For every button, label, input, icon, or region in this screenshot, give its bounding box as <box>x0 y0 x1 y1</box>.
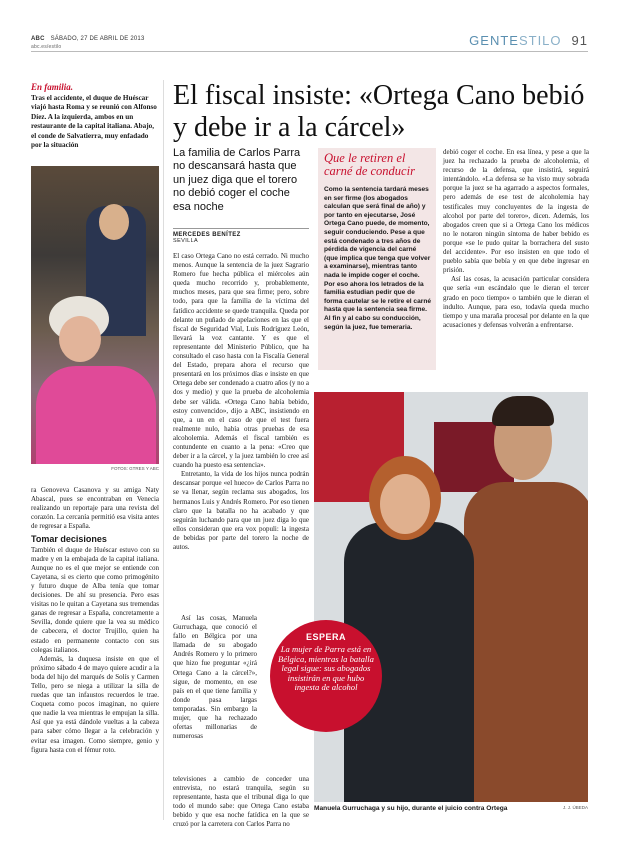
left-subhead: Tomar decisiones <box>31 534 107 545</box>
gurruchaga-photo <box>314 392 588 802</box>
section-label-b: STILO <box>518 33 562 48</box>
paper-name: ABC <box>31 36 45 42</box>
photo-figure-dress <box>36 366 156 464</box>
article-paragraph-2: Entretanto, la vida de los hijos nunca podrán descansar porque «el hueco» de Carlos Parra no se va llenar, según reclama sus abogados, los hermanos Luis y Andrés Romero. Por eso tienen claro que la batalla no ha acabado y que seguirán luchando para que un juez diga lo que ellos consideran que era vox populi: la ingesta de bebidas por parte del torero la noche de autos. <box>173 470 309 551</box>
issue-date: SÁBADO, 27 DE ABRIL DE 2013 <box>50 36 145 42</box>
article-column-1-bottom <box>173 775 309 830</box>
photo-figure-woman-face <box>380 474 430 534</box>
photo-credit-bottom: J. J. ÚBEDA <box>562 805 588 810</box>
left-paragraph-2: También el duque de Huéscar estuvo con su madre y en la embajada de la capital italiana. Aunque no es el que mejor se entiende con Cayetana, si es cierto que como primogénito y futuro duque de Alba tenía que tomar decisiones. De ahí su presencia. Pero esas visitas no le quitan a Cayetana sus tremendas ganas de regresar a España, concretamente a Sevilla, donde quiere que la vea su médico de cabecera, el doctor Trujillo, quien ha estado en permanente contacto con sus colegas italianos. <box>31 545 159 654</box>
left-paragraph-3: Además, la duquesa insiste en que el próximo sábado 4 de mayo quiere acudir a la boda del hijo del marqués de Solís y Carmen Tello, pero se niega a utilizar la silla de ruedas que tan infaustos recuerdos le trae. Coqueta como pocos imaginan, no quiere que nadie la vea mientras le empujan la silla. Así que ya está dándole vueltas a la cabeza para saber cómo llegar a la celebración y evitar esa imagen. Como siempre, genio y figura hasta con el fémur roto. <box>31 654 159 754</box>
page-header-left <box>31 36 145 50</box>
pull-quote-text: La mujer de Parra está en Bélgica, mientras la batalla legal sigue: sus abogados insistirán en que hubo ingesta de alcohol <box>278 644 374 693</box>
article-headline: El fiscal insiste: «Ortega Cano bebió y debe ir a la cárcel» <box>173 80 585 143</box>
caption-text: Tras el accidente, el duque de Huéscar viajó hasta Roma y se reunió con Alfonso Díez. A la izquierda, ambos en un restaurante de la capital italiana. Abajo, el conde de Salvatierra, muy enfadado por la situación <box>31 93 157 149</box>
byline-author: MERCEDES BENÍTEZ <box>173 232 241 238</box>
article-paragraph-6: Así las cosas, la acusación particular considera que sería «un escándalo que le dieran el tercer grado en poco tiempo» o también que le dieran el indulto. Aunque, para eso, todavía queda mucho tiempo y una maraña procesal por delante en la que acusaciones y defensas volverán a enfrentarse. <box>443 275 589 329</box>
sidebar-box-title: Que le retiren el carné de conducir <box>324 151 415 178</box>
photo-figure-son-hair <box>492 396 554 426</box>
byline-city: SEVILLA <box>173 238 199 244</box>
photo-figure-son <box>464 482 588 802</box>
pull-quote-bubble <box>270 620 382 732</box>
article-dek: La familia de Carlos Parra no descansará hasta que un juez diga que el torero no debió coger el coche esa noche <box>173 147 301 213</box>
photo-caption-bottom: Manuela Gurruchaga y su hijo, durante el juicio contra Ortega <box>314 805 508 812</box>
left-column-text <box>31 486 159 755</box>
article-paragraph-1: El caso Ortega Cano no está cerrado. Ni mucho menos. Aunque la sentencia de la juez Sagrario Romero fue hecha pública el miércoles aún queda mucho recorrido y, probablemente, muchos meses, para que sea firme; pero, sobre todo, para que la familia de la víctima del fatídico accidente se quede tranquila. Queda por delante un puñado de apelaciones en las que el fiscal de Seguridad Vial, Luis Rodríguez León, llevará la voz cantante. Y es que el representante del Ministerio Público, que ha consultado el caso hasta con la Fiscalía General del Estado, prepara ahora el recurso que presentará en los próximos días e insiste en que Ortega debe ser condenado a cuatro años (y no a dos y medio) y que la prueba de alcoholemia debe ser válida. «Ortega Cano había bebido, estoy convencido», dijo a ABC, insistiendo en que, a un en el caso de que el test fuera realmente nulo, había otras pruebas de esa alcoholemia. Además el fiscal también es contundente en cuanto a la pena: «Creo que deber ir a la cárcel, y la juez también lo cree así cuando ha puesto esa sentencia». <box>173 252 309 470</box>
photo-caption-top <box>31 83 159 151</box>
header-rule <box>31 51 588 52</box>
sidebar-box <box>318 148 436 370</box>
caption-kicker: En familia. <box>31 82 74 92</box>
photo-credit-left: FOTOS: GTRES Y ABC <box>111 466 159 471</box>
article-paragraph-5: debió coger el coche. En esa línea, y pese a que la juez ha rechazado la prueba de alcoholemia, el recurso de la defensa, que insistirá, seguirá intentándolo. «La defensa se ha visto muy sobrada porque la juez se ha agarrado a aspectos formales, pero además de ese test de alcoholemia hay testificales muy concluyentes de la ingesta de alcohol por parte del torero», dicen. Además, los abogados creen que si a Ortega Cano los médicos no le notaron ningún síntoma de haber bebido es porque «se le pudo quitar la borrachera del susto del accidente». Por eso insisten en que todo el pueblo sabía que bebía y en que debe ingresar en prisión. <box>443 148 589 275</box>
photo-figure-face <box>59 316 101 362</box>
duquesa-photo <box>31 166 159 464</box>
article-byline <box>173 228 309 244</box>
article-paragraph-4: televisiones a cambio de conceder una entrevista, no estará tranquila, según su representante, hasta que el tribunal diga lo que todo el mundo sabe: que Ortega Cano estaba bebido y que esa noche fatídica en la que se cruzó por la carretera con Carlos Parra no <box>173 775 309 829</box>
photo-figure-man-head <box>99 204 129 240</box>
sidebar-box-body: Como la sentencia tardará meses en ser firme (los abogados calculan que será final de año) y por tanto en ejecutarse, José Ortega Cano puede, de momento, seguir conduciendo. Pese a que está condenado a tres años de pérdida de vigencia del carné (que implica que tenga que volver a examinarse), mientras tanto nada le impide coger el coche. Por eso ahora los letrados de la familia estudian pedir que de forma cautelar se le retire el carné hasta que la sentencia sea firme. Al fin y al cabo su conducción, según la juez, fue temeraria. <box>324 186 432 331</box>
section-label-a: GENTE <box>469 33 519 48</box>
pull-quote-heading: ESPERA <box>305 632 346 642</box>
section-url[interactable]: abc.es/estilo <box>31 44 62 50</box>
article-paragraph-3: Así las cosas, Manuela Gurruchaga, que conoció el fallo en Bélgica por una llamada de su abogado Andrés Romero y lo primero que hizo fue preguntar «¿irá Ortega Cano a la cárcel?», sigue, de momento, en ese país en el que tiene familia y donde pasa largas temporadas. Sin embargo la mujer, que ha rechazado ofertas millonarias de numerosas <box>173 614 257 741</box>
left-paragraph-1: ra Genoveva Casanova y su amiga Naty Abascal, pues se encontraban en Venecia realizando un reportaje para una revista del corazón. La cercanía permitió esa visita antes de regresar a España. <box>31 486 159 531</box>
article-column-3 <box>443 148 589 330</box>
column-divider <box>163 80 164 820</box>
article-column-1-narrow <box>173 614 257 741</box>
article-column-1 <box>173 252 309 552</box>
page-number: 91 <box>571 33 588 48</box>
section-label <box>469 33 588 48</box>
